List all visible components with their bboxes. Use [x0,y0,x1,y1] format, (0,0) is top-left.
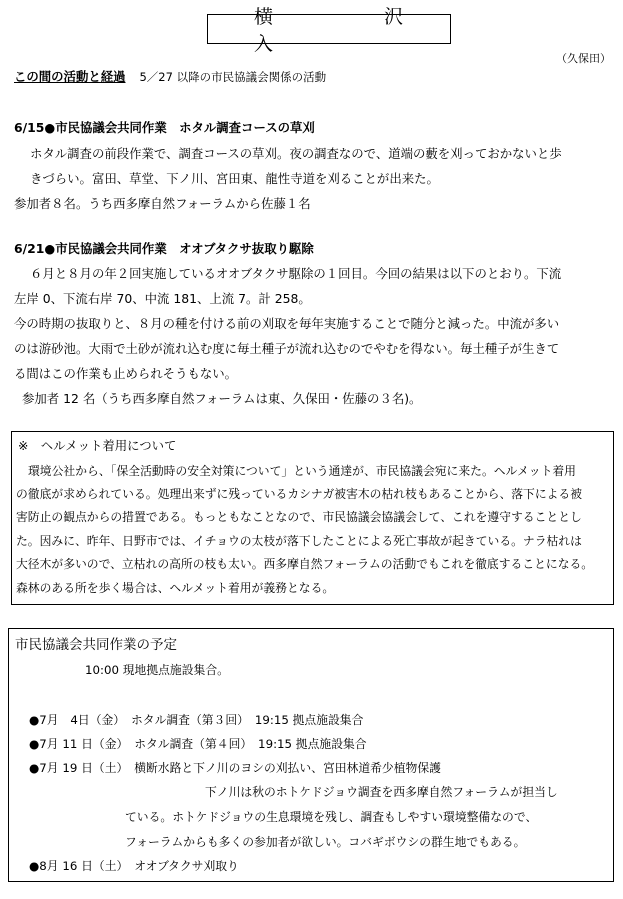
schedule-box [8,628,614,882]
schedule-meeting: 10:00 現地拠点施設集合。 [85,663,229,677]
section1-line: 参加者８名。うち西多摩自然フォーラムから佐藤１名 [14,196,311,211]
intro-line [14,69,326,85]
schedule-note: フォーラムからも多くの参加者が欲しい。コバギボウシの群生地でもある。 [125,835,526,849]
helmet-title: ※ ヘルメット着用について [18,438,177,453]
section2-title: 6/21●市民協議会共同作業 オオブタクサ抜取り駆除 [14,241,314,256]
section1-line: ホタル調査の前段作業で、調査コースの草刈。夜の調査なので、道端の藪を刈っておかないと歩 [30,146,562,161]
intro-heading: この間の活動と経過 [14,69,126,84]
page-title: 横 沢 入 [207,14,451,44]
intro-subheading: 5／27 以降の市民協議会関係の活動 [139,70,327,84]
helmet-line: 環境公社から、「保全活動時の安全対策について」という通達が、市民協議会宛に来た。ヘルメット着用 [28,464,576,478]
helmet-line: 大径木が多いので、立枯れの高所の枝も太い。西多摩自然フォーラムの活動でもこれを徹底することになる。 [16,557,594,571]
schedule-item: ●7月 11 日（金） ホタル調査（第４回） 19:15 拠点施設集合 [29,737,367,751]
helmet-line: 害防止の観点からの措置である。もっともなことなので、市民協議会協議会して、これを遵守することとし [16,510,582,524]
schedule-item: ●7月 4日（金） ホタル調査（第３回） 19:15 拠点施設集合 [29,713,364,727]
section1-title: 6/15●市民協議会共同作業 ホタル調査コースの草刈 [14,120,315,135]
helmet-line: の徹底が求められている。処理出来ずに残っているカシナガ被害木の枯れ枝もあることから、落下による被 [16,487,583,501]
section1-line: きづらい。富田、草堂、下ノ川、宮田東、龍性寺道を刈ることが出来た。 [30,171,439,186]
section2-line: のは游砂池。大雨で土砂が流れ込む度に毎土種子が流れ込むのでやむを得ない。毎土種子が生きて [14,341,560,356]
schedule-item: ●7月 19 日（土） 横断水路と下ノ川のヨシの刈払い、宮田林道希少植物保護 [29,761,441,775]
section2-line: る間はこの作業も止められそうもない。 [14,366,238,381]
section2-line: ６月と８月の年２回実施しているオオブタクサ駆除の１回目。今回の結果は以下のとおり。下流 [30,266,562,281]
section2-line: 今の時期の抜取りと、８月の種を付ける前の刈取を毎年実施することで随分と減った。中流が多い [14,316,560,331]
section2-line: 左岸 0、下流右岸 70、中流 181、上流 7。計 258。 [14,291,311,306]
section2-line: 参加者 12 名（うち西多摩自然フォーラムは東、久保田・佐藤の３名)。 [22,391,422,406]
helmet-line: 森林のある所を歩く場合は、ヘルメット着用が義務となる。 [16,581,335,595]
helmet-line: た。因みに、昨年、日野市では、イチョウの太枝が落下したことによる死亡事故が起きている。ナラ枯れは [16,534,582,548]
schedule-note: 下ノ川は秋のホトケドジョウ調査を西多摩自然フォーラムが担当し [205,785,558,799]
schedule-item: ●8月 16 日（土） オオブタクサ刈取り [29,859,239,873]
author-name: （久保田） [556,52,611,65]
schedule-note: ている。ホトケドジョウの生息環境を残し、調査もしやすい環境整備なので、 [125,810,538,824]
schedule-title: 市民協議会共同作業の予定 [15,637,177,653]
helmet-notice-box [11,431,614,605]
